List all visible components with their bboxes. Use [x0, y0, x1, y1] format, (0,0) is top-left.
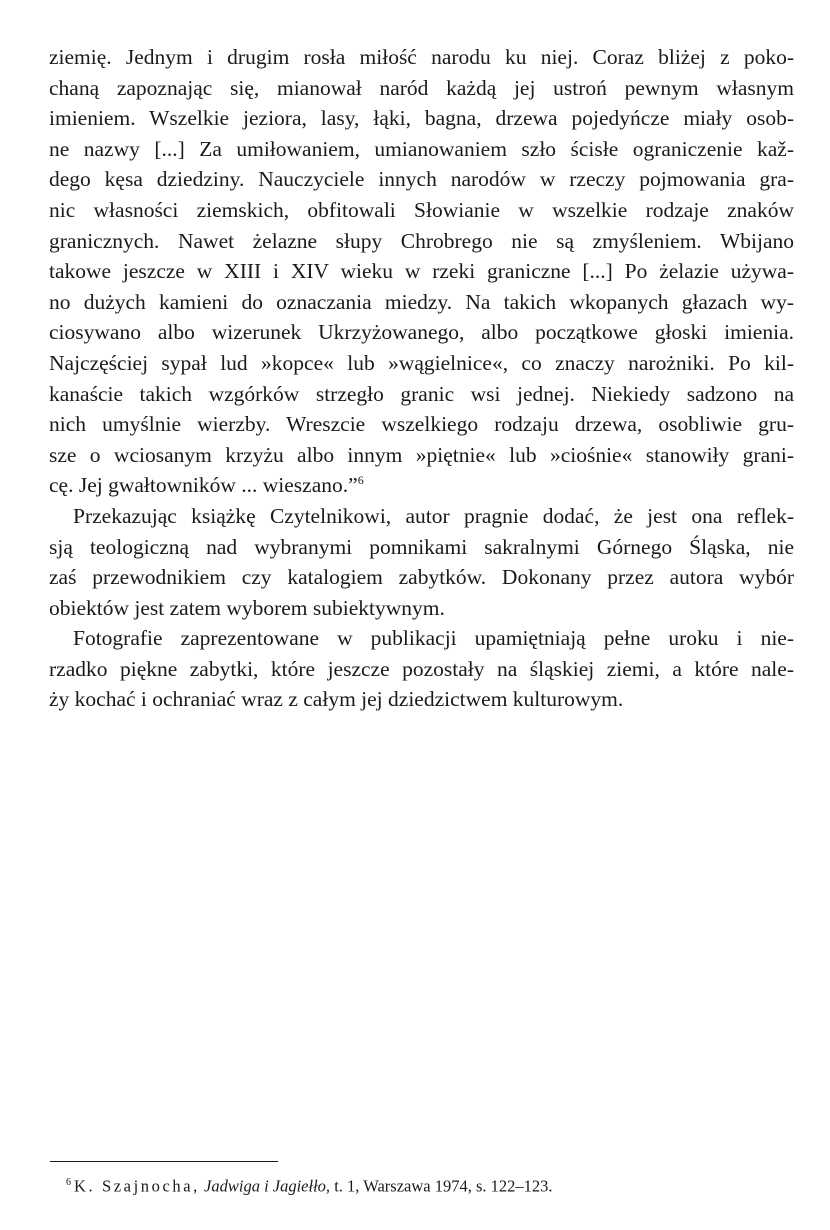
text-line: cę. Jej gwałtowników ... wieszano.” [49, 473, 358, 498]
footnote-details: t. 1, Warszawa 1974, s. 122–123. [334, 1176, 553, 1196]
text-line: nich umyślnie wierzby. Wreszcie wszelkiego rodzaju drzewa, osobliwie gru- [49, 412, 794, 437]
text-line: granicznych. Nawet żelazne słupy Chrobrego nie są zmyśleniem. Wbijano [49, 228, 794, 253]
text-line: zaś przewodnikiem czy katalogiem zabytków. Dokonany przez autora wybór [49, 565, 794, 590]
text-line: Najczęściej sypał lud »kopce« lub »wągielnice«, co znaczy narożniki. Po kil- [49, 350, 794, 375]
text-line: kanaście takich wzgórków strzegło granic wsi jednej. Niekiedy sadzono na [49, 381, 794, 406]
text-line: sją teologiczną nad wybranymi pomnikami sakralnymi Górnego Śląska, nie [49, 534, 794, 559]
text-line-with-footnote-ref [49, 470, 794, 501]
footnote-title: Jadwiga i Jagiełło, [204, 1176, 331, 1196]
text-line: nic własności ziemskich, obfitowali Słowianie w wszelkie rodzaje znaków [49, 197, 794, 222]
footnote-reference[interactable]: 6 [357, 473, 364, 488]
text-line: Fotografie zaprezentowane w publikacji upamiętniają pełne uroku i nie- [73, 626, 794, 651]
footnote-marker: 6 [66, 1177, 71, 1188]
text-line: ne nazwy [...] Za umiłowaniem, umianowaniem szło ścisłe ograniczenie kaž- [49, 136, 794, 161]
text-line: takowe jeszcze w XIII i XIV wieku w rzeki graniczne [...] Po żelazie używa- [49, 259, 794, 284]
main-text [49, 42, 794, 715]
text-line: dego kęsa dziedziny. Nauczyciele innych narodów w rzeczy pojmowania gra- [49, 167, 794, 192]
footnote-separator [50, 1161, 278, 1162]
footnote-author: K. Szajnocha, [74, 1176, 200, 1196]
text-line: ziemię. Jednym i drugim rosła miłość narodu ku niej. Coraz bliżej z poko- [49, 45, 794, 69]
text-line: ży kochać i ochraniać wraz z całym jej dziedzictwem kulturowym. [49, 687, 624, 712]
text-line: sze o wciosanym krzyżu albo innym »piętnie« lub »ciośnie« stanowiły grani- [49, 442, 794, 467]
text-line: imieniem. Wszelkie jeziora, lasy, łąki, bagna, drzewa pojedyńcze miały osob- [49, 106, 794, 131]
text-line: no dużych kamieni do oznaczania miedzy. Na takich wkopanych głazach wy- [49, 289, 794, 314]
text-line: chaną zapoznając się, mianował naród każdą jej ustroń pewnym własnym [49, 75, 794, 100]
text-line: ciosywano albo wizerunek Ukrzyżowanego, albo początkowe głoski imienia. [49, 320, 794, 345]
text-line: rzadko piękne zabytki, które jeszcze pozostały na śląskiej ziemi, a które nale- [49, 656, 794, 681]
text-line: obiektów jest zatem wyborem subiektywnym. [49, 595, 445, 620]
footnote [66, 1172, 553, 1198]
text-line: Przekazując książkę Czytelnikowi, autor pragnie dodać, że jest ona reflek- [73, 503, 794, 528]
